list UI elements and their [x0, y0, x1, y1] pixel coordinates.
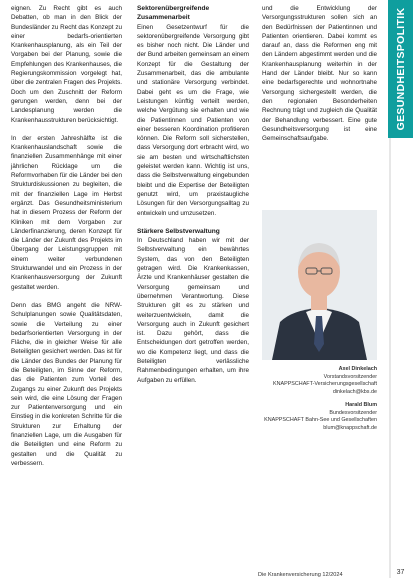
- paragraph-1: eignen. Zu Recht gibt es auch Debatten, ob man in den Blick der Bundesländer zu Recht das Konzept zu einer bedarfs-orientierten Krankenhausplanung, als ein Teil der Vorgaben bei der Planung, sowie die Empfehlungen des Krankenhauses, die Regierungskommission vorgelegt hat, über die zentralen Fragen des Projekts. Doch um den Zuschnitt der Reform gerungen werden, denn bei der Landesplanung werden die Krankenhausstrukturen berücksichtigt.: [11, 5, 122, 124]
- portrait-illustration: [262, 210, 377, 360]
- article-column-3: [262, 4, 377, 143]
- article-column-1: [11, 4, 122, 468]
- author-photo: [262, 210, 377, 360]
- article-column-2: [137, 4, 249, 385]
- margin-rule: [388, 138, 413, 578]
- section-tab-label: GESUNDHEITSPOLITIK: [394, 7, 407, 131]
- author-contact[interactable]: dinkelach@kbs.de: [332, 388, 377, 395]
- author-org: KNAPPSCHAFT-Versicherungsgesellschaft: [273, 381, 377, 388]
- paragraph-sektoren: Einen Gesetzentwurf für die sektorenübergreifende Versorgung gibt es bisher noch nicht. Die Länder und der Bund arbeiten gemeinsam an einem Konzept für die Gestaltung der Zusammenarbeit, das die ambulante und stationäre Versorgung verbindet. Dabei geht es um die Frage, wie Leistungen künftig verteilt werden, welche Vergütung sie erhalten und wie die Patientinnen und Patienten von einer besseren Koordination profitieren können. Die Reform soll sicherstellen, dass Versorgung dort erbracht wird, wo sie am besten und wirtschaftlichsten geleistet werden kann. Wichtig ist uns, dass die Selbstverwaltung eingebunden bleibt und die Expertise der Beteiligten genutzt wird, um praxistaugliche Lösungen für den Versorgungsalltag zu entwickeln und umzusetzen.: [137, 23, 250, 217]
- paragraph-2: In der ersten Jahreshälfte ist die Krankenhauslandschaft sowie die finanziellen Zusammenhänge mit einer jährlichen Rücklage um die Reformvorhaben für die Länder bei den Strukturdiskussionen zu begleiten, die mit der finanziellen Lage im Herbst ergänzt. Das Gesundheitsministerium hat in diesem Prozess der Reform der Kliniken mit dem Vorgaben zur Länderfinanzierung, deren Konzept für die Länder der Zukunft des Projekts im Übergang der Leistungsgruppen mit einem weiter verbundenen Strukturwandel und ein Prozess in der Krankenhausversorgung der Zukunft gestaltet werden.: [11, 134, 122, 291]
- author-org-2: KNAPPSCHAFT Bahn-See und Gesellschaften: [264, 417, 377, 424]
- author-contact-2[interactable]: blum@knappschaft.de: [323, 424, 377, 431]
- paragraph-col3: und die Entwicklung der Versorgungsstrukturen sollen sich an den Bedürfnissen der Patientinnen und Patienten orientieren. Dabei kommt es darauf an, dass die Reformen eng mit den Ländern abgestimmt werden und die Krankenhausplanung weiterhin in der Hand der Länder bleibt. Nur so kann eine bedarfsgerechte und wohnortnahe Versorgung sichergestellt werden, die den regionalen Besonderheiten Rechnung trägt und zugleich die Qualität der Behandlung verbessert. Eine gute Gesundheitsversorgung ist eine Gemeinschaftsaufgabe.: [262, 5, 377, 143]
- subheading-selbstverwaltung: Stärkere Selbstverwaltung: [137, 227, 220, 235]
- author-role-2: Bundesvorsitzender: [329, 409, 377, 416]
- section-tab: [388, 0, 413, 138]
- paragraph-3: Denn das BMG angeht die NRW-Schulplanungen sowie Qualitätsdaten, sowie die Verteilung zu einer bedarfsorientierten Versorgung in der Fläche, die in gleicher Weise für alle Beteiligten gesichert werden. Das ist für die Länder des Bundes der Planung für die Beteiligten, im Sinne der Reform, das die Patienten zum Vorteil des Zugangs zu einer Zukunft des Projekts sein wird, die eine Lösung der Fragen zur Patientenversorgung und ein Einstieg in die konkreten Schritte für die Strukturen zur Erhaltung der finanziellen Lage, um die Ausgaben für die Beteiligten und eine Reform zu gestalten und die Qualität zu verbessern.: [11, 301, 122, 467]
- author-caption-2: [262, 402, 377, 432]
- author-name-2: Harald Blum: [345, 402, 377, 408]
- page-number: 37: [396, 569, 405, 576]
- author-role: Vorstandsvorsitzender: [323, 373, 377, 380]
- author-name: Axel Dinkelach: [338, 366, 377, 372]
- subheading-sektoren: Sektorenübergreifende Zusammenarbeit: [137, 5, 210, 22]
- author-caption-1: [262, 366, 377, 396]
- footer-publication: Die Krankenversicherung 12/2024: [258, 572, 343, 578]
- paragraph-selbstverwaltung: In Deutschland haben wir mit der Selbstverwaltung ein bewährtes System, das von den Beteiligten getragen wird. Die Krankenkassen, Ärzte und Krankenhäuser gestalten die Versorgung gemeinsam und übernehmen Verantwortung. Diese Strukturen gilt es zu stärken und weiterzuentwickeln, damit die Versorgung auch in Zukunft gesichert ist. Dazu gehört, dass die Entscheidungen dort getroffen werden, wo die Kompetenz liegt, und dass die Beteiligten verlässliche Rahmenbedingungen erhalten, um ihre Aufgaben zu erfüllen.: [137, 237, 249, 384]
